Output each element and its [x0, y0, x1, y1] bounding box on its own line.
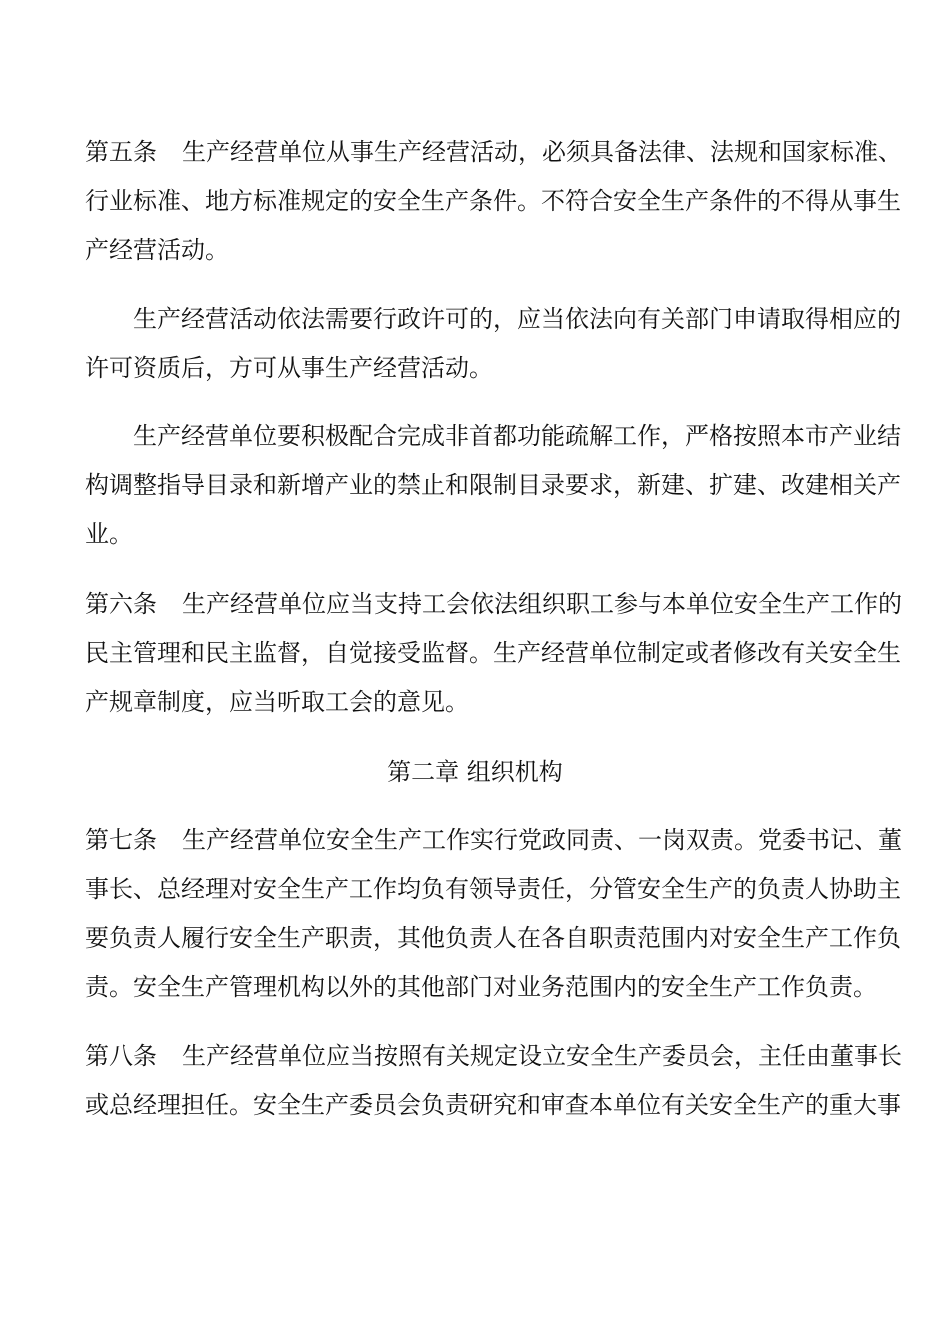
article6-line-1 [85, 589, 902, 619]
article6-line-2: 民主管理和民主监督，自觉接受监督。生产经营单位制定或者修改有关安全生 [85, 639, 901, 667]
article6-text-1: 生产经营单位应当支持工会依法组织职工参与本单位安全生产工作的 [182, 590, 902, 618]
relief-paragraph-line-2: 构调整指导目录和新增产业的禁止和限制目录要求，新建、扩建、改建相关产 [85, 471, 901, 499]
article7-label: 第七条 [85, 826, 157, 854]
license-paragraph-line-1: 生产经营活动依法需要行政许可的，应当依法向有关部门申请取得相应的 [133, 305, 901, 333]
article6-line-3: 产规章制度，应当听取工会的意见。 [85, 688, 469, 716]
article8-text-1: 生产经营单位应当按照有关规定设立安全生产委员会，主任由董事长 [182, 1042, 902, 1070]
article8-label: 第八条 [85, 1042, 157, 1070]
article5-line-2: 行业标准、地方标准规定的安全生产条件。不符合安全生产条件的不得从事生 [85, 187, 901, 215]
article8-line-1 [85, 1041, 902, 1071]
article8-line-2: 或总经理担任。安全生产委员会负责研究和审查本单位有关安全生产的重大事 [85, 1091, 901, 1119]
article7-line-1 [85, 825, 902, 855]
article5-line-3: 产经营活动。 [85, 236, 229, 264]
article7-line-2: 事长、总经理对安全生产工作均负有领导责任，分管安全生产的负责人协助主 [85, 875, 901, 903]
article5-text-1: 生产经营单位从事生产经营活动，必须具备法律、法规和国家标准、 [182, 138, 902, 166]
chapter-heading: 第二章 组织机构 [387, 758, 563, 786]
article7-line-4: 责。安全生产管理机构以外的其他部门对业务范围内的安全生产工作负责。 [85, 973, 877, 1001]
article5-label: 第五条 [85, 138, 157, 166]
license-paragraph-line-2: 许可资质后，方可从事生产经营活动。 [85, 354, 493, 382]
relief-paragraph-line-1: 生产经营单位要积极配合完成非首都功能疏解工作，严格按照本市产业结 [133, 422, 901, 450]
article7-text-1: 生产经营单位安全生产工作实行党政同责、一岗双责。党委书记、董 [182, 826, 902, 854]
article6-label: 第六条 [85, 590, 157, 618]
relief-paragraph-line-3: 业。 [85, 520, 133, 548]
article7-line-3: 要负责人履行安全生产职责，其他负责人在各自职责范围内对安全生产工作负 [85, 924, 901, 952]
article5-line-1 [85, 137, 902, 167]
